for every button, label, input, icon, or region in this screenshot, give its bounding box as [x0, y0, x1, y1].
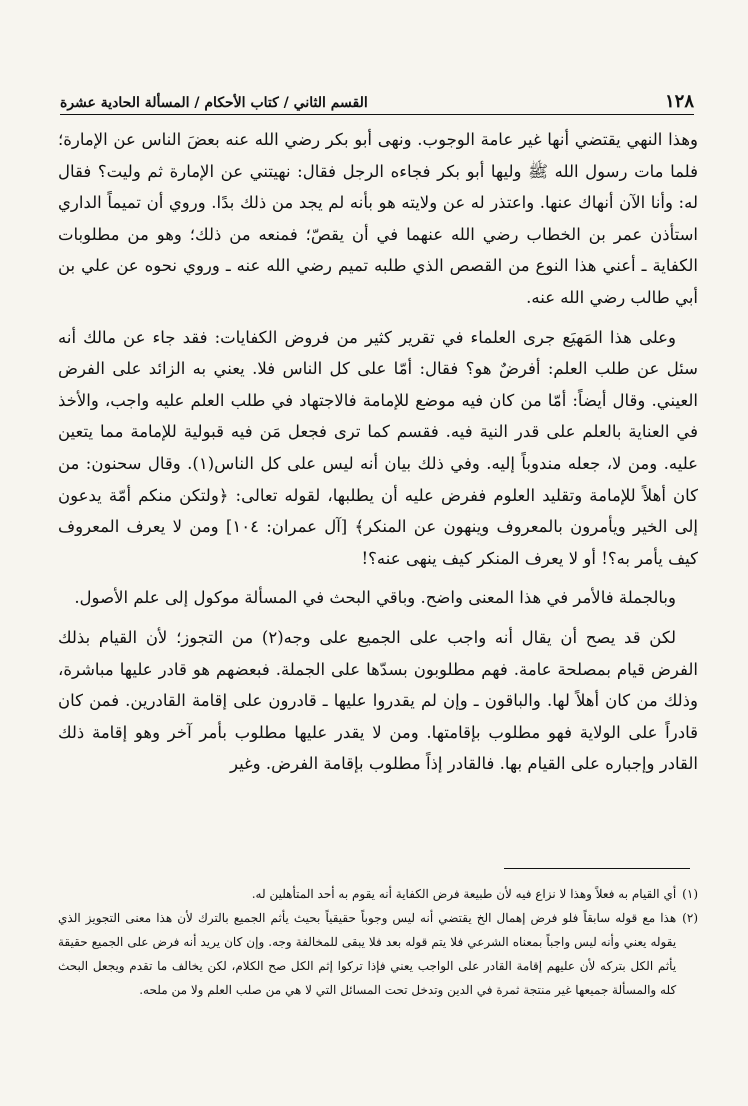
page-number: ١٢٨ [664, 91, 694, 112]
footnotes [58, 882, 698, 1002]
footnote-number: (٢) [682, 911, 698, 925]
paragraph: وبالجملة فالأمر في هذا المعنى واضح. وباقي البحث في المسألة موكول إلى علم الأصول. [74, 588, 676, 608]
footnote [58, 906, 698, 1002]
footnote-divider [504, 868, 690, 869]
footnote-number: (١) [682, 887, 698, 901]
paragraph: وعلى هذا المَهيَع جرى العلماء في تقرير كثير من فروض الكفايات: فقد جاء عن مالك أنه سئل عن طلب العلم: أفرضٌ هو؟ فقال: أمّا على كل الناس فلا. يعني به الزائد على الفرض العيني. وقال أيضاً: أمّا من كان فيه موضع للإمامة فالاجتهاد في طلب العلم عليه واجب، والأخذ في العناية بالعلم على قدر النية فيه. فقسم كما ترى فجعل مَن فيه قبولية للإمامة مما يتعين عليه. ومن لا، جعله مندوباً إليه. وفي ذلك بيان أنه ليس على كل الناس(١). وقال سحنون: من كان أهلاً للإمامة وتقليد العلوم ففرض عليه أن يطلبها، لقوله تعالى: ﴿ولتكن منكم أمّة يدعون إلى الخير ويأمرون بالمعروف وينهون عن المنكر﴾ [آل عمران: ١٠٤] ومن لا يعرف المعروف كيف يأمر به؟! أو لا يعرف المنكر كيف ينهى عنه؟! [58, 327, 698, 568]
paragraph: وهذا النهي يقتضي أنها غير عامة الوجوب. ونهى أبو بكر رضي الله عنه بعضَ الناس عن الإمارة؛ فلما مات رسول الله ﷺ وليها أبو بكر فجاءه الرجل فقال: نهيتني عن الإمارة ثم وليت؟ فقال له: وأنا الآن أنهاك عنها. واعتذر له عن ولايته هو بأنه لم يجد من ذلك بدًا. وروي أن تميماً الداري استأذن عمر بن الخطاب رضي الله عنهما في أن يقصّ؛ فمنعه من ذلك؛ وهو من مطلوبات الكفاية ـ أعني هذا النوع من القصص الذي طلبه تميم رضي الله عنه ـ وروي نحوه عن علي بن أبي طالب رضي الله عنه. [58, 130, 698, 307]
running-title: القسم الثاني / كتاب الأحكام / المسألة الحادية عشرة [60, 95, 368, 111]
footnote [58, 882, 698, 906]
main-text [58, 124, 698, 788]
footnote-text: أي القيام به فعلاً وهذا لا نزاع فيه لأن طبيعة فرض الكفاية أنه يقوم به أحد المتأهلين له. [251, 887, 677, 901]
running-header [60, 84, 694, 115]
paragraph: لكن قد يصح أن يقال أنه واجب على الجميع على وجه(٢) من التجوز؛ لأن القيام بذلك الفرض قيام بمصلحة عامة. فهم مطلوبون بسدّها على الجملة. فبعضهم هو قادر عليها مباشرة، وذلك من كان أهلاً لها. والباقون ـ وإن لم يقدروا عليها ـ قادرون على إقامة القادرين. فمن كان قادراً على الولاية فهو مطلوب بإقامتها. ومن لا يقدر عليها مطلوب بأمر آخر وهو إقامة ذلك القادر وإجباره على القيام بها. فالقادر إذاً مطلوب بإقامة الفرض. وغير [58, 627, 698, 774]
footnote-text: هذا مع قوله سابقاً فلو فرض إهمال الخ يقتضي أنه ليس وجوباً حقيقياً بحيث يأثم الجميع بالترك لأن هذا معنى التجويز الذي يقوله يعني وأنه ليس واجباً بمعناه الشرعي فلا يتم قوله بعد فلا يبقى للمخالفة وجه. وإن كان يريد أنه فرض على الجميع حقيقة يأثم الكل بتركه لأن عليهم إقامة القادر على الواجب يعني فإذا تركوا إثم الكل صح الكلام، لكن يخالف ما تقدم ويجعل البحث كله والمسألة جميعها غير منتجة ثمرة في الدين وتدخل تحت المسائل التي لا هي من صلب العلم ولا من ملحه. [58, 911, 677, 997]
